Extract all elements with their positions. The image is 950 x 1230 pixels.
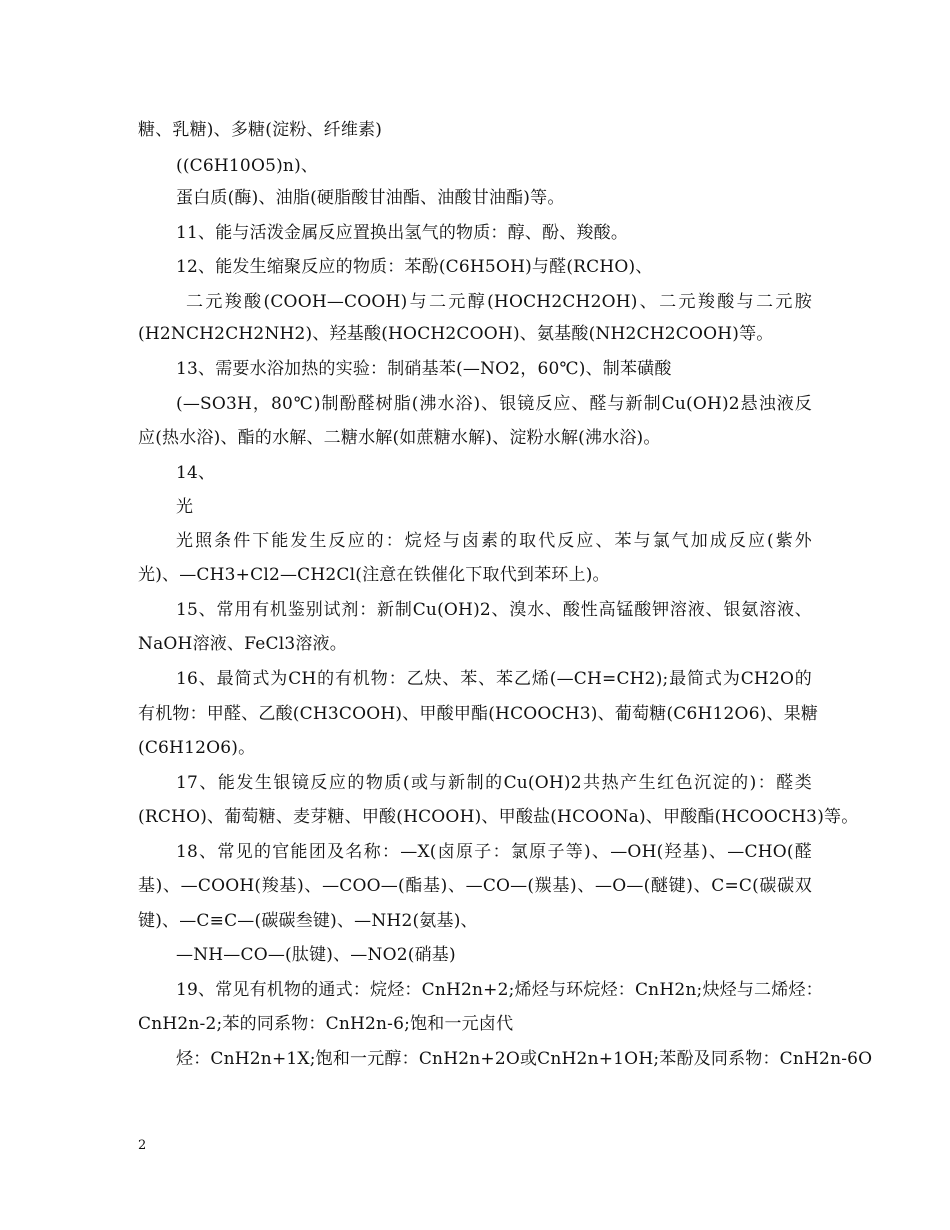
text-line: 14、 <box>176 463 216 483</box>
text-line: (—SO3H，80℃)制酚醛树脂(沸水浴)、银镜反应、醛与新制Cu(OH)2悬浊液反 <box>176 394 812 414</box>
text-line: (RCHO)、葡萄糖、麦芽糖、甲酸(HCOOH)、甲酸盐(HCOONa)、甲酸酯(HCOOCH3)等。 <box>138 807 859 827</box>
text-line: ((C6H10O5)n)、 <box>176 156 319 176</box>
text-line: 烃：CnH2n+1X;饱和一元醇：CnH2n+2O或CnH2n+1OH;苯酚及同系物：CnH2n-6O <box>176 1049 873 1069</box>
text-line: NaOH溶液、FeCl3溶液。 <box>138 634 347 654</box>
text-line: (C6H12O6)。 <box>138 738 256 758</box>
text-line: 11、能与活泼金属反应置换出氢气的物质：醇、酚、羧酸。 <box>176 223 629 243</box>
text-line: 13、需要水浴加热的实验：制硝基苯(—NO2，60℃)、制苯磺酸 <box>176 359 672 379</box>
text-line: 糖、乳糖)、多糖(淀粉、纤维素) <box>138 120 383 140</box>
text-line: 有机物：甲醛、乙酸(CH3COOH)、甲酸甲酯(HCOOCH3)、葡萄糖(C6H12O6)、果糖 <box>138 704 819 724</box>
page-number: 2 <box>138 1138 147 1153</box>
text-line: 光)、—CH3+Cl2—CH2Cl(注意在铁催化下取代到苯环上)。 <box>138 565 610 585</box>
text-line: 应(热水浴)、酯的水解、二糖水解(如蔗糖水解)、淀粉水解(沸水浴)。 <box>138 428 661 448</box>
text-line: 基)、—COOH(羧基)、—COO—(酯基)、—CO—(羰基)、—O—(醚键)、C=C(碳碳双 <box>138 876 812 896</box>
text-line: 光照条件下能发生反应的：烷烃与卤素的取代反应、苯与氯气加成反应(紫外 <box>176 531 812 551</box>
text-line: 19、常见有机物的通式：烷烃：CnH2n+2;烯烃与环烷烃：CnH2n;炔烃与二烯烃： <box>176 980 823 1000</box>
text-line: 17、能发生银镜反应的物质(或与新制的Cu(OH)2共热产生红色沉淀的)：醛类 <box>176 773 812 793</box>
text-line: 15、常用有机鉴别试剂：新制Cu(OH)2、溴水、酸性高锰酸钾溶液、银氨溶液、 <box>176 600 812 620</box>
text-line: —NH—CO—(肽键)、—NO2(硝基) <box>176 945 456 965</box>
text-line: 键)、—C≡C—(碳碳叁键)、—NH2(氨基)、 <box>138 911 478 931</box>
text-line: (H2NCH2CH2NH2)、羟基酸(HOCH2COOH)、氨基酸(NH2CH2COOH)等。 <box>138 324 774 344</box>
text-line: 蛋白质(酶)、油脂(硬脂酸甘油酯、油酸甘油酯)等。 <box>176 188 565 208</box>
text-line: 12、能发生缩聚反应的物质：苯酚(C6H5OH)与醛(RCHO)、 <box>176 257 653 277</box>
text-line: 二元羧酸(COOH—COOH)与二元醇(HOCH2CH2OH)、二元羧酸与二元胺 <box>186 292 812 312</box>
text-line: CnH2n-2;苯的同系物：CnH2n-6;饱和一元卤代 <box>138 1014 514 1034</box>
text-line: 16、最简式为CH的有机物：乙炔、苯、苯乙烯(—CH=CH2);最简式为CH2O的 <box>176 669 812 689</box>
text-line: 18、常见的官能团及名称：—X(卤原子：氯原子等)、—OH(羟基)、—CHO(醛 <box>176 842 812 862</box>
text-line: 光 <box>176 497 194 517</box>
